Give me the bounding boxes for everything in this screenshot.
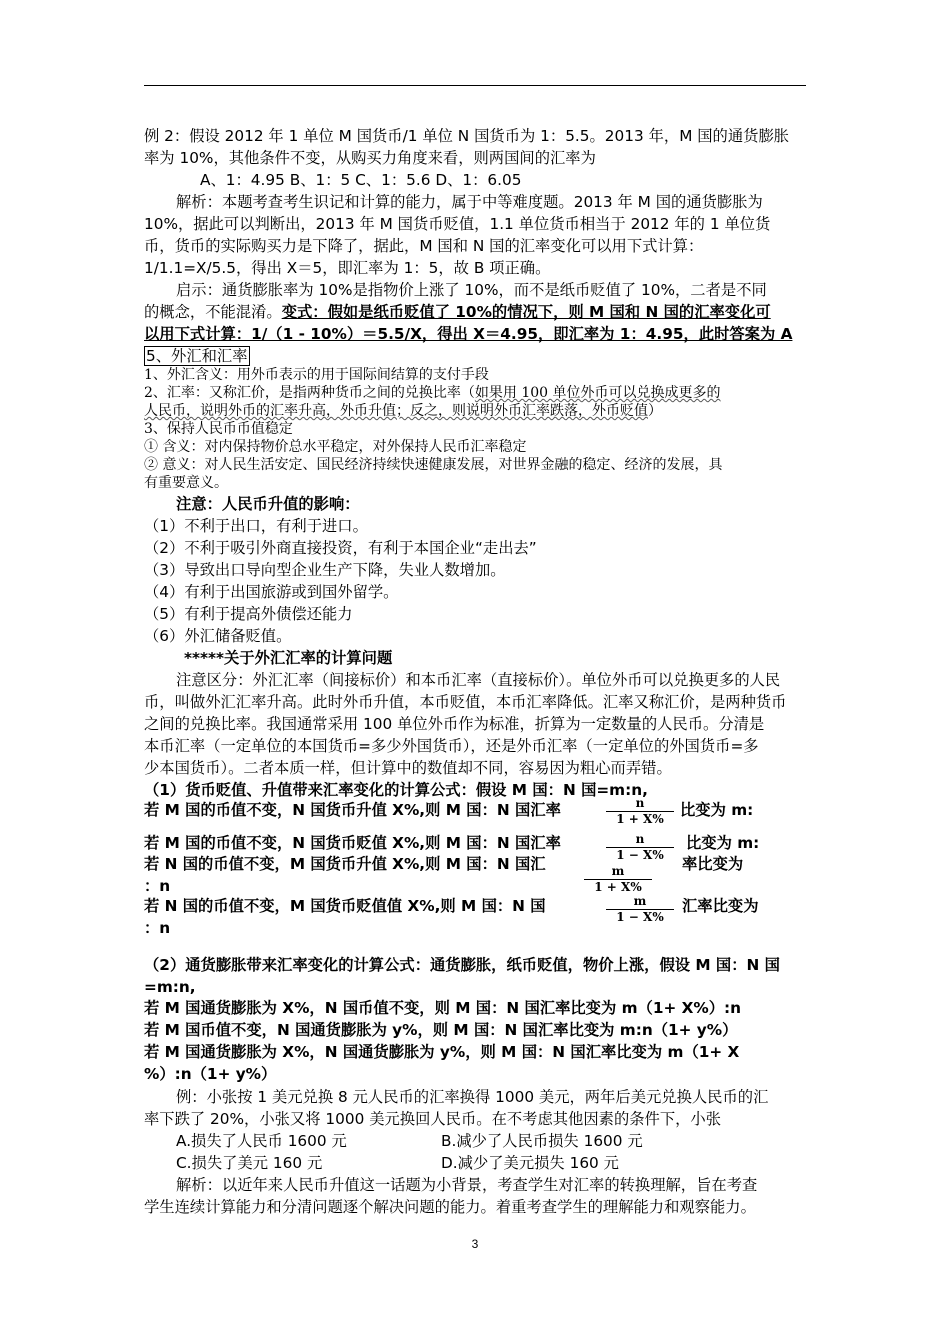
calc-heading: *****关于外汇汇率的计算问题 [184,649,393,667]
emphasis-span: 如果用 100 单位外币可以兑换成更多的 [474,385,721,401]
text-line: 率为 10%，其他条件不变，从购买力角度来看，则两国间的汇率为 [144,149,596,167]
text-line: 解析：本题考查考生识记和计算的能力，属于中等难度题。2013 年 M 国的通货膨胀为 [176,193,763,211]
list-item: （2）不利于吸引外商直接投资，有利于本国企业“走出去” [144,539,537,557]
text-line: 解析：以近年来人民币升值这一话题为小背景，考查学生对汇率的转换理解，旨在考查 [176,1176,758,1194]
formula-line: 若 N 国的币值不变，M 国货币升值 X%,则 M 国：N 国汇 [144,855,546,873]
header-rule [144,85,806,86]
text-line: 币，货币的实际购买力是下降了，据此，M 国和 N 国的汇率变化可以用下式计算： [144,237,704,255]
answer-option: A.损失了人民币 1600 元 [176,1132,347,1150]
text-line: ② 意义：对人民生活安定、国民经济持续快速健康发展，对世界金融的稳定、经济的发展，具 [144,457,723,473]
fraction-numerator: n [635,832,645,846]
note-heading: 注意：人民币升值的影响： [176,495,360,513]
answer-option: D.减少了美元损失 160 元 [441,1154,619,1172]
fraction [606,833,674,862]
text-line [144,402,662,420]
text-line: 3、保持人民币币值稳定 [144,421,293,437]
text-line: 1/1.1=X/5.5，得出 X＝5，即汇率为 1：5，故 B 项正确。 [144,259,551,277]
formula-line: 若 M 国的币值不变，N 国货币升值 X%,则 M 国：N 国汇率 [144,801,561,819]
fraction [606,895,674,924]
formula-line: %）:n（1+ y%） [144,1065,277,1083]
formula-line: 比变为 m: [686,834,760,852]
answer-option: B.减少了人民币损失 1600 元 [441,1132,643,1150]
fraction-numerator: m [633,894,647,908]
formula-line: 若 M 国通货膨胀为 X%，N 国币值不变，则 M 国：N 国汇率比变为 m（1+ X%）:n [144,999,742,1017]
text-line: 之间的兑换比率。我国通常采用 100 单位外币作为标准，折算为一定数量的人民币。分清是 [144,715,765,733]
formula-line: 若 M 国的币值不变，N 国货币贬值 X%,则 M 国：N 国汇率 [144,834,561,852]
page-number: 3 [471,1237,479,1251]
text-span: 2、汇率：又称汇价，是指两种货币之间的兑换比率（ [144,385,475,401]
text-line: 注意区分：外汇汇率（间接标价）和本币汇率（直接标价）。单位外币可以兑换更多的人民 [176,671,781,689]
variant-formula: 以用下式计算：1/（1 - 10%）＝5.5/X，得出 X＝4.95，即汇率为 1：4.95，此时答案为 A [144,325,793,343]
section-heading-wrap [144,346,250,367]
fraction-denominator: 1 − X% [616,910,664,924]
fraction-numerator: m [611,864,625,878]
text-line: 1、外汇含义：用外币表示的用于国际间结算的支付手段 [144,367,489,383]
text-line: 学生连续计算能力和分清问题逐个解决问题的能力。着重考查学生的理解能力和观察能力。 [144,1198,756,1216]
fraction-denominator: 1 + X% [616,812,664,826]
variant-heading: 变式：假如是纸币贬值了 10%的情况下，则 M 国和 N 国的汇率变化可 [281,303,771,321]
text-line: 启示：通货膨胀率为 10%是指物价上涨了 10%，而不是纸币贬值了 10%，二者是不同 [176,281,767,299]
emphasis-span: 人民币，说明外币的汇率升高，外币升值；反之，则说明外币汇率跌落，外币贬值 [144,403,648,419]
formula-line: ：n [144,877,171,895]
formula-line: 若 M 国通货膨胀为 X%，N 国通货膨胀为 y%，则 M 国：N 国汇率比变为 m（1+ X [144,1043,740,1061]
fraction-denominator: 1 − X% [616,848,664,862]
formula-line: 若 N 国的币值不变，M 国货币贬值值 X%,则 M 国：N 国 [144,897,546,915]
section-heading: 5、外汇和汇率 [146,347,248,365]
formula-line: 率比变为 [682,855,744,873]
formula-line: 比变为 m: [680,801,754,819]
fraction-denominator: 1 + X% [594,880,642,894]
fraction-numerator: n [635,796,645,810]
fraction [606,797,674,826]
text-span: ） [648,403,662,419]
text-line: ① 含义：对内保持物价总水平稳定，对外保持人民币汇率稳定 [144,439,527,455]
list-item: （6）外汇储备贬值。 [144,627,292,645]
formula-line: ：n [144,919,171,937]
text-line: 例 2：假设 2012 年 1 单位 M 国货币/1 单位 N 国货币为 1：5.5。2013 年，M 国的通货膨胀 [144,127,790,145]
list-item: （1）不利于出口，有利于进口。 [144,517,368,535]
text-line [144,384,721,402]
text-line: 例：小张按 1 美元兑换 8 元人民币的汇率换得 1000 美元，两年后美元兑换人民币的汇 [176,1088,769,1106]
answer-options: A、1：4.95 B、1：5 C、1：5.6 D、1：6.05 [200,171,522,189]
text-line: 本币汇率（一定单位的本国货币=多少外国货币），还是外币汇率（一定单位的外国货币=多 [144,737,759,755]
text-line: 币，叫做外汇汇率升高。此时外币升值，本币贬值，本币汇率降低。汇率又称汇价，是两种货币 [144,693,787,711]
text-line: 有重要意义。 [144,475,228,491]
text-line: 10%，据此可以判断出，2013 年 M 国货币贬值，1.1 单位货币相当于 2012 年的 1 单位货 [144,215,771,233]
fraction [584,865,652,894]
text-span: 的概念，不能混淆。 [144,303,282,321]
formula-line: 若 M 国币值不变，N 国通货膨胀为 y%，则 M 国：N 国汇率比变为 m:n（1+ y%） [144,1021,738,1039]
formula-line: 汇率比变为 [682,897,759,915]
list-item: （5）有利于提高外债偿还能力 [144,605,353,623]
text-line [144,302,771,323]
list-item: （3）导致出口导向型企业生产下降，失业人数增加。 [144,561,506,579]
formula-line: =m:n, [144,978,196,996]
text-line: 率下跌了 20%，小张又将 1000 美元换回人民币。在不考虑其他因素的条件下，小张 [144,1110,722,1128]
answer-option: C.损失了美元 160 元 [176,1154,323,1172]
formula-heading: （2）通货膨胀带来汇率变化的计算公式：通货膨胀，纸币贬值，物价上涨，假设 M 国：N 国 [144,956,780,974]
list-item: （4）有利于出国旅游或到国外留学。 [144,583,399,601]
formula-heading: （1）货币贬值、升值带来汇率变化的计算公式：假设 M 国：N 国=m:n, [144,781,648,799]
text-line: 少本国货币）。二者本质一样，但计算中的数值却不同，容易因为粗心而弄错。 [144,759,672,777]
